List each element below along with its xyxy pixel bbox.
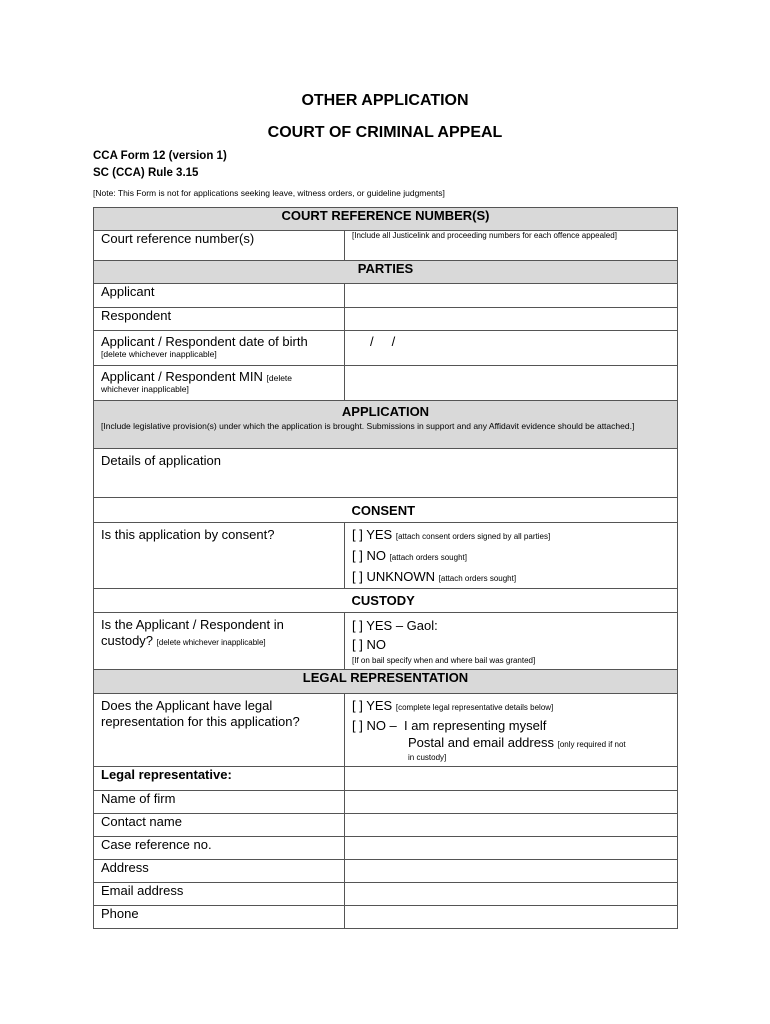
address-label: Address [94,860,345,883]
min-label: Applicant / Respondent MIN [101,369,263,384]
consent-yes-option[interactable] [352,525,670,546]
custody-header: CUSTODY [345,589,678,613]
custody-question-hint: [delete whichever inapplicable] [156,638,266,647]
form-id: CCA Form 12 (version 1) [93,150,227,162]
application-header: APPLICATION [341,404,430,419]
postal-address-hint: [only required if not [557,740,626,749]
dob-input[interactable] [345,331,678,366]
legal-rep-heading-input[interactable] [345,767,678,791]
email-input[interactable] [345,883,678,906]
custody-yes-option[interactable]: [ ] YES – Gaol: [352,618,438,633]
rule-reference: SC (CCA) Rule 3.15 [93,167,199,179]
applicant-input[interactable] [345,284,678,308]
form-title: OTHER APPLICATION [301,92,469,109]
contact-name-input[interactable] [345,814,678,837]
custody-question: Is the Applicant / Respondent in [101,617,284,632]
postal-address-hint-continued: in custody] [408,753,447,762]
custody-no-option[interactable]: [ ] NO [352,637,386,652]
min-hint: [delete [266,373,293,383]
phone-label: Phone [94,906,345,929]
legal-rep-heading: Legal representative: [94,767,345,791]
respondent-label: Respondent [94,308,345,331]
bail-hint: [If on bail specify when and where bail was granted] [352,656,536,665]
case-reference-input[interactable] [345,837,678,860]
min-input[interactable] [345,366,678,401]
consent-no-option[interactable] [352,546,670,567]
case-reference-label: Case reference no. [94,837,345,860]
address-input[interactable] [345,860,678,883]
parties-header: PARTIES [94,261,678,284]
court-ref-input[interactable] [345,231,678,261]
legal-rep-question: Does the Applicant have legal representation for this application? [94,694,345,767]
consent-yes-label: [ ] YES [352,527,393,542]
legal-rep-no-option[interactable]: [ ] NO – I am representing myself [352,718,547,733]
court-ref-header: COURT REFERENCE NUMBER(S) [94,208,678,231]
legal-rep-yes-hint: [complete legal representative details below] [395,703,554,712]
details-label: Details of application [101,453,221,468]
dob-hint: [delete whichever inapplicable] [101,349,217,359]
consent-question: Is this application by consent? [94,523,345,589]
phone-input[interactable] [345,906,678,929]
consent-unknown-label: [ ] UNKNOWN [352,569,436,584]
consent-yes-hint: [attach consent orders signed by all parties] [395,532,551,541]
application-header-cell [94,401,678,449]
consent-no-hint: [attach orders sought] [389,553,467,562]
firm-name-input[interactable] [345,791,678,814]
dob-label: Applicant / Respondent date of birth [101,334,308,349]
firm-name-label: Name of firm [94,791,345,814]
consent-unknown-option[interactable] [352,567,670,588]
postal-address-label: Postal and email address [408,735,554,750]
details-input[interactable] [94,449,678,498]
court-title: COURT OF CRIMINAL APPEAL [267,124,503,141]
contact-name-label: Contact name [94,814,345,837]
email-label: Email address [94,883,345,906]
legal-rep-yes-option[interactable] [352,697,670,717]
court-ref-hint: [Include all Justicelink and proceeding numbers for each offence appealed] [352,231,617,240]
application-hint: [Include legislative provision(s) under which the application is brought. Submissions in support and any Affidavit evidence should be attached.] [101,421,635,431]
application-form-table [93,207,678,929]
applicant-label: Applicant [94,284,345,308]
legal-rep-yes-label: [ ] YES [352,698,393,713]
consent-unknown-hint: [attach orders sought] [438,574,517,583]
custody-question-continued: custody? [101,633,154,648]
dob-value: / / [370,334,396,349]
form-note: [Note: This Form is not for applications seeking leave, witness orders, or guideline judgments] [93,188,445,198]
legal-rep-header: LEGAL REPRESENTATION [94,670,678,694]
court-ref-label: Court reference number(s) [94,231,345,261]
consent-header: CONSENT [345,498,678,523]
consent-no-label: [ ] NO [352,548,386,563]
respondent-input[interactable] [345,308,678,331]
min-hint-continued: whichever inapplicable] [101,384,189,394]
postal-address-note [352,735,670,752]
